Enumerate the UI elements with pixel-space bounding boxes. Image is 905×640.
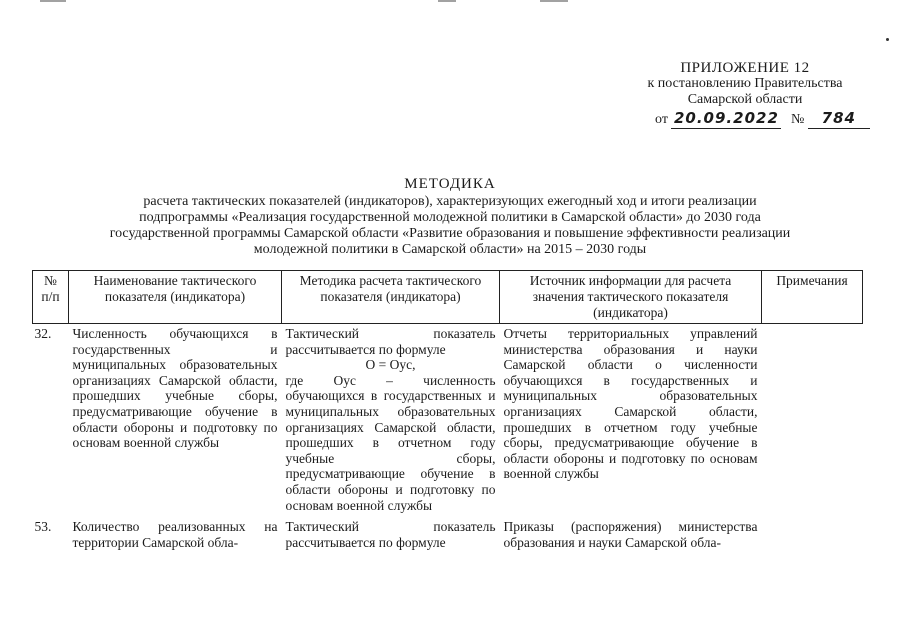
heading-subtitle-line: расчета тактических показателей (индикаторов), характеризующих ежегодный ход и итоги реализации xyxy=(143,194,757,209)
indicators-table xyxy=(32,270,863,554)
heading-subtitle-line: подпрограммы «Реализация государственной молодежной политики в Самарской области» до 2030 года xyxy=(139,210,761,225)
heading-title: МЕТОДИКА xyxy=(404,176,496,192)
appendix-line: к постановлению Правительства xyxy=(647,76,843,91)
handwritten-date: 20.09.2022 xyxy=(673,109,779,127)
date-field xyxy=(671,110,781,129)
scan-dot xyxy=(886,38,889,41)
document-heading xyxy=(40,176,860,258)
method-intro: Тактический показатель рассчитывается по формуле xyxy=(285,326,496,357)
appendix-line: Самарской области xyxy=(687,92,803,107)
number-label: № xyxy=(790,112,805,127)
table-row xyxy=(33,517,863,554)
appendix-date-line xyxy=(655,110,890,130)
row-information-source: Приказы (распоряжения) министерства образования и науки Самарской обла- xyxy=(503,519,758,550)
row-notes xyxy=(762,517,863,554)
row-notes xyxy=(762,324,863,518)
from-label: от xyxy=(655,112,668,127)
method-intro: Тактический показатель рассчитывается по формуле xyxy=(285,519,496,550)
header-indicator-name: Наименование тактического показателя (индикатора) xyxy=(69,271,282,324)
scan-artifact xyxy=(40,0,66,2)
heading-subtitle-line: молодежной политики в Самарской области» на 2015 – 2030 годы xyxy=(253,242,647,257)
appendix-title: ПРИЛОЖЕНИЕ 12 xyxy=(680,60,810,76)
method-explanation: где Оус – численность обучающихся в государственных и муниципальных образовательных организациях Самарской области, прошедших в отчетном году учебные сборы, предусматривающие обучение в области обороны и подготовку по основам военной службы xyxy=(285,372,496,513)
row-calculation-method xyxy=(282,324,500,518)
row-information-source: Отчеты территориальных управлений министерства образования и науки Самарской области о численности обучающихся в государственных и муниципальных образовательных организациях Самарской области, прошедших в отчетном году учебные сборы, предусматривающие обучение в области обороны и подготовку по основам военной службы xyxy=(503,326,758,482)
scan-artifact xyxy=(540,0,568,2)
header-calculation-method: Методика расчета тактического показателя (индикатора) xyxy=(282,271,500,324)
scan-artifact xyxy=(438,0,456,2)
number-field xyxy=(808,110,870,129)
table-row xyxy=(33,324,863,518)
method-formula: О = Оус, xyxy=(365,357,416,373)
row-number: 53. xyxy=(34,519,52,535)
header-information-source: Источник информации для расчета значения тактического показателя (индикатора) xyxy=(500,271,762,324)
header-notes: Примечания xyxy=(762,271,863,324)
row-calculation-method xyxy=(282,517,500,554)
handwritten-number: 784 xyxy=(821,109,856,127)
row-number: 32. xyxy=(34,326,52,341)
row-indicator-name: Численность обучающихся в государственных и муниципальных образовательных организациях Самарской области, прошедших учебные сборы, предусматривающие обучение в области обороны и подготовку по основам военной службы xyxy=(72,326,278,451)
row-indicator-name: Количество реализованных на территории Самарской обла- xyxy=(72,519,278,550)
header-number: № п/п xyxy=(33,271,69,324)
appendix-block xyxy=(600,60,890,130)
heading-subtitle-line: государственной программы Самарской области «Развитие образования и повышение эффективности реализации xyxy=(109,226,791,241)
table-header-row xyxy=(33,271,863,324)
